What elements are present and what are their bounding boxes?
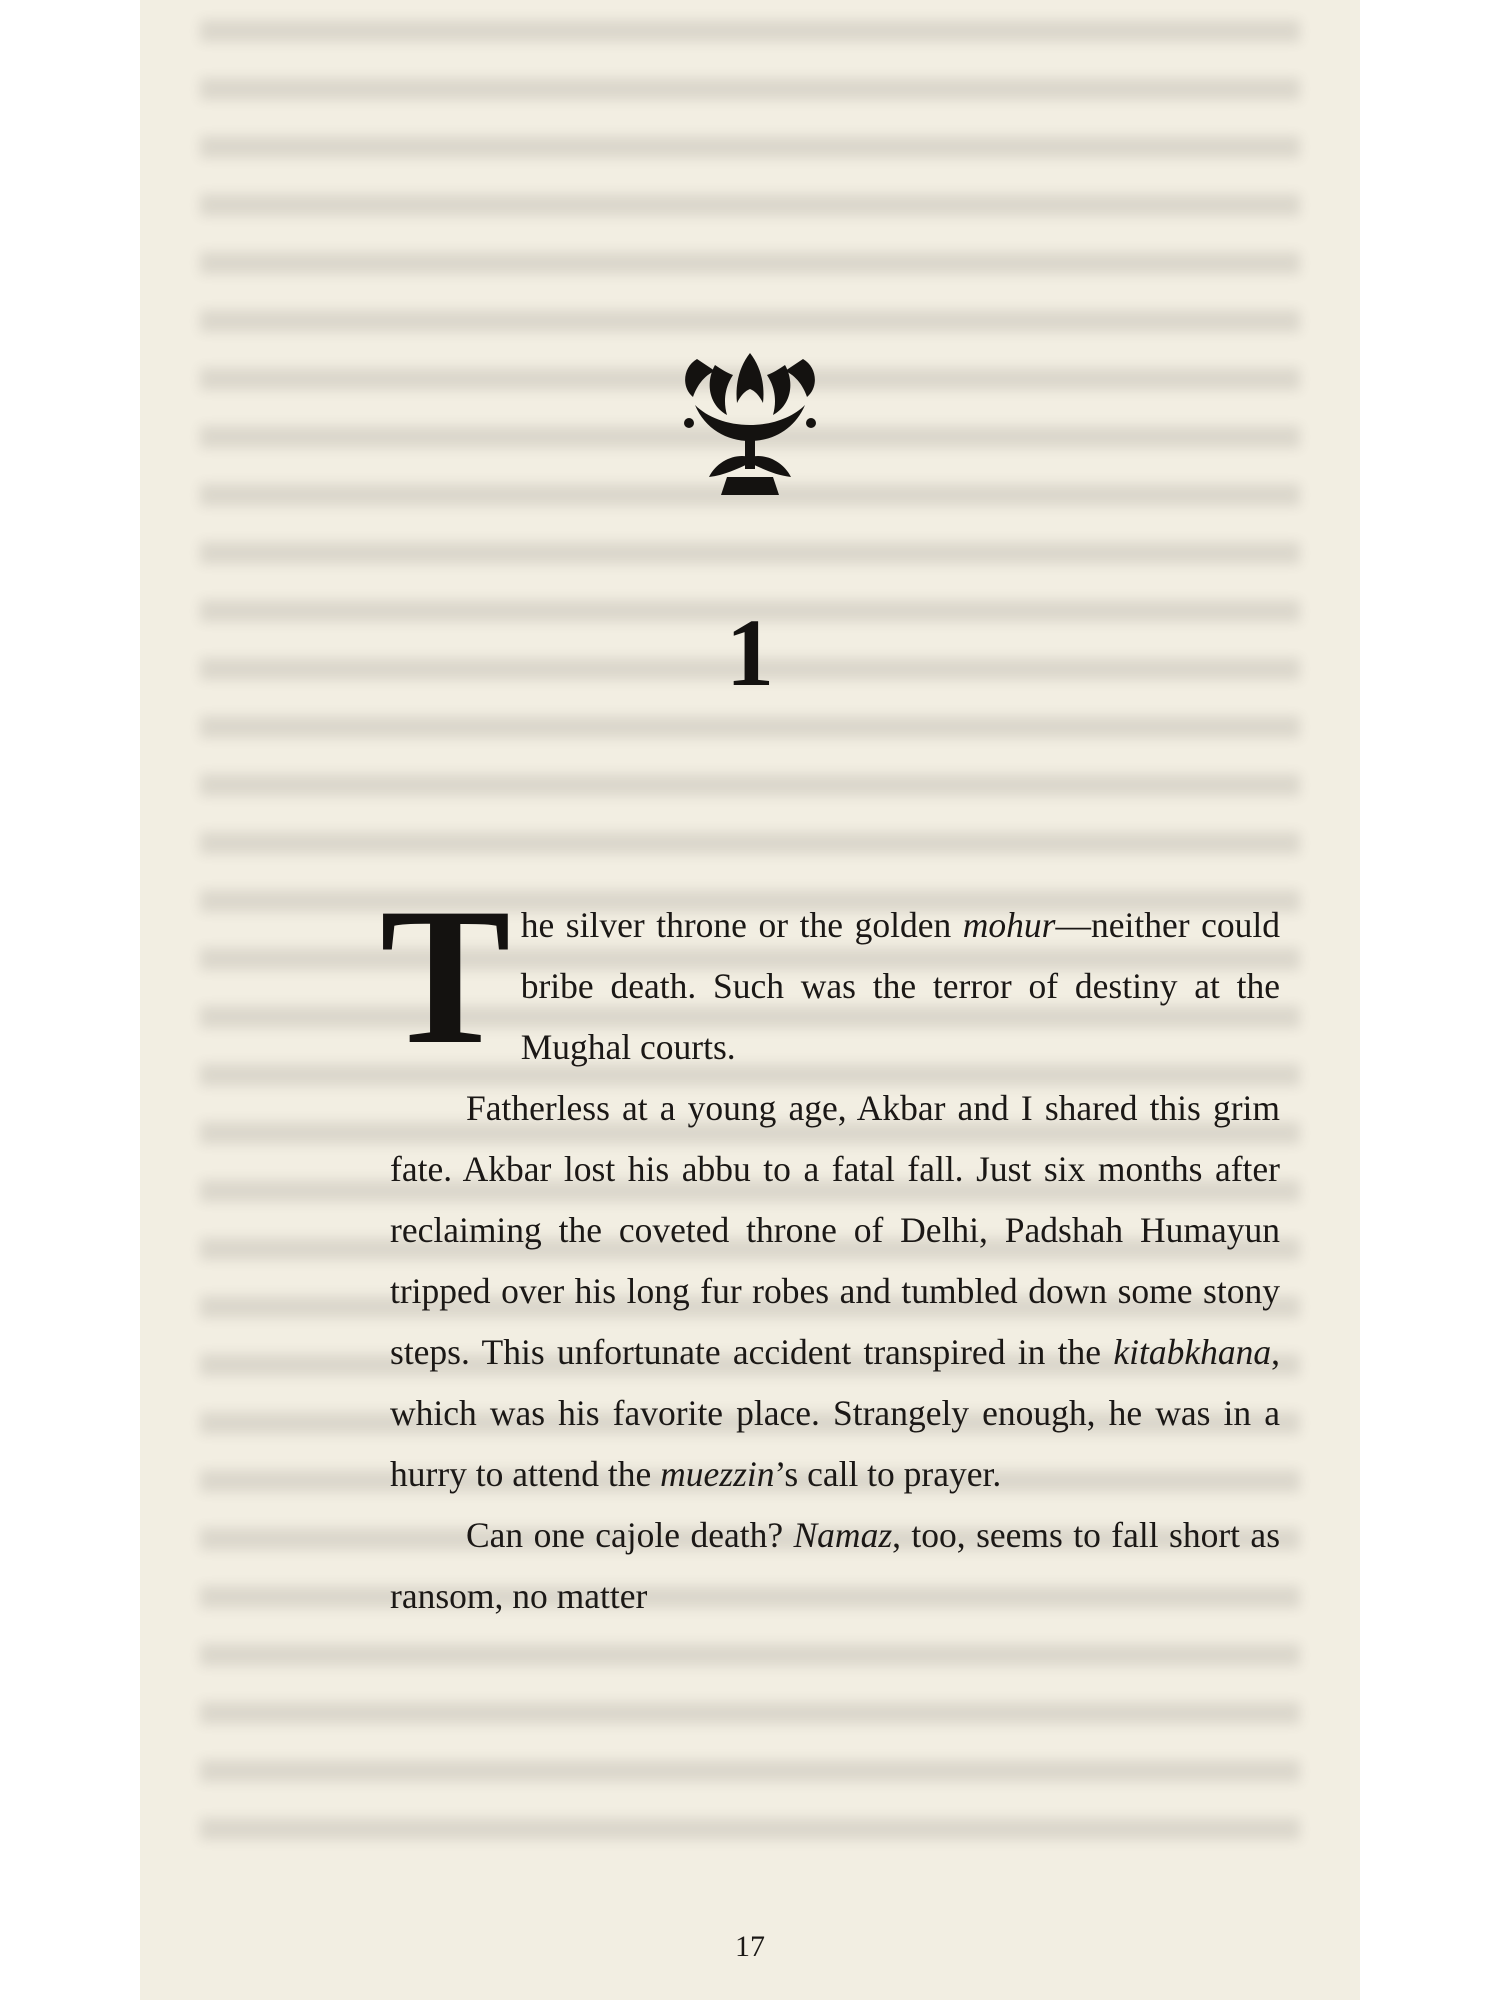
italic-term: mohur bbox=[962, 905, 1056, 945]
chapter-number: 1 bbox=[726, 599, 774, 706]
paragraph bbox=[380, 868, 1280, 1085]
italic-term: Namaz bbox=[793, 1515, 893, 1555]
book-page bbox=[140, 0, 1360, 2000]
chapter-body-text bbox=[380, 868, 1281, 1627]
italic-term: kitabkhana bbox=[1113, 1332, 1272, 1372]
italic-term: muezzin bbox=[660, 1454, 775, 1494]
text-segment: ’s call to prayer. bbox=[774, 1454, 1002, 1494]
page-number: 17 bbox=[735, 1930, 765, 1963]
text-segment: he silver throne or the golden bbox=[520, 905, 963, 945]
paragraph bbox=[390, 1078, 1280, 1505]
drop-cap: T bbox=[380, 868, 511, 1085]
text-segment: Can one cajole death? bbox=[466, 1515, 794, 1555]
text-segment: , which was his favorite place. Strangely enough, he was in a hurry to attend the bbox=[390, 1332, 1280, 1494]
text-segment: —neither could bribe death. Such was the terror of destiny at the Mughal courts. bbox=[520, 905, 1280, 1067]
lotus-ornament-icon bbox=[675, 345, 825, 505]
text-segment: Fatherless at a young age, Akbar and I shared this grim fate. Akbar lost his abbu to a fatal fall. Just six months after reclaiming the coveted throne of Delhi, Padshah Humayun tripped over his long fur robes and tumbled down some stony steps. This unfortunate accident transpired in the bbox=[390, 1088, 1280, 1372]
text-segment: , too, seems to fall short as ransom, no matter bbox=[390, 1515, 1281, 1616]
paragraph bbox=[390, 1505, 1280, 1627]
